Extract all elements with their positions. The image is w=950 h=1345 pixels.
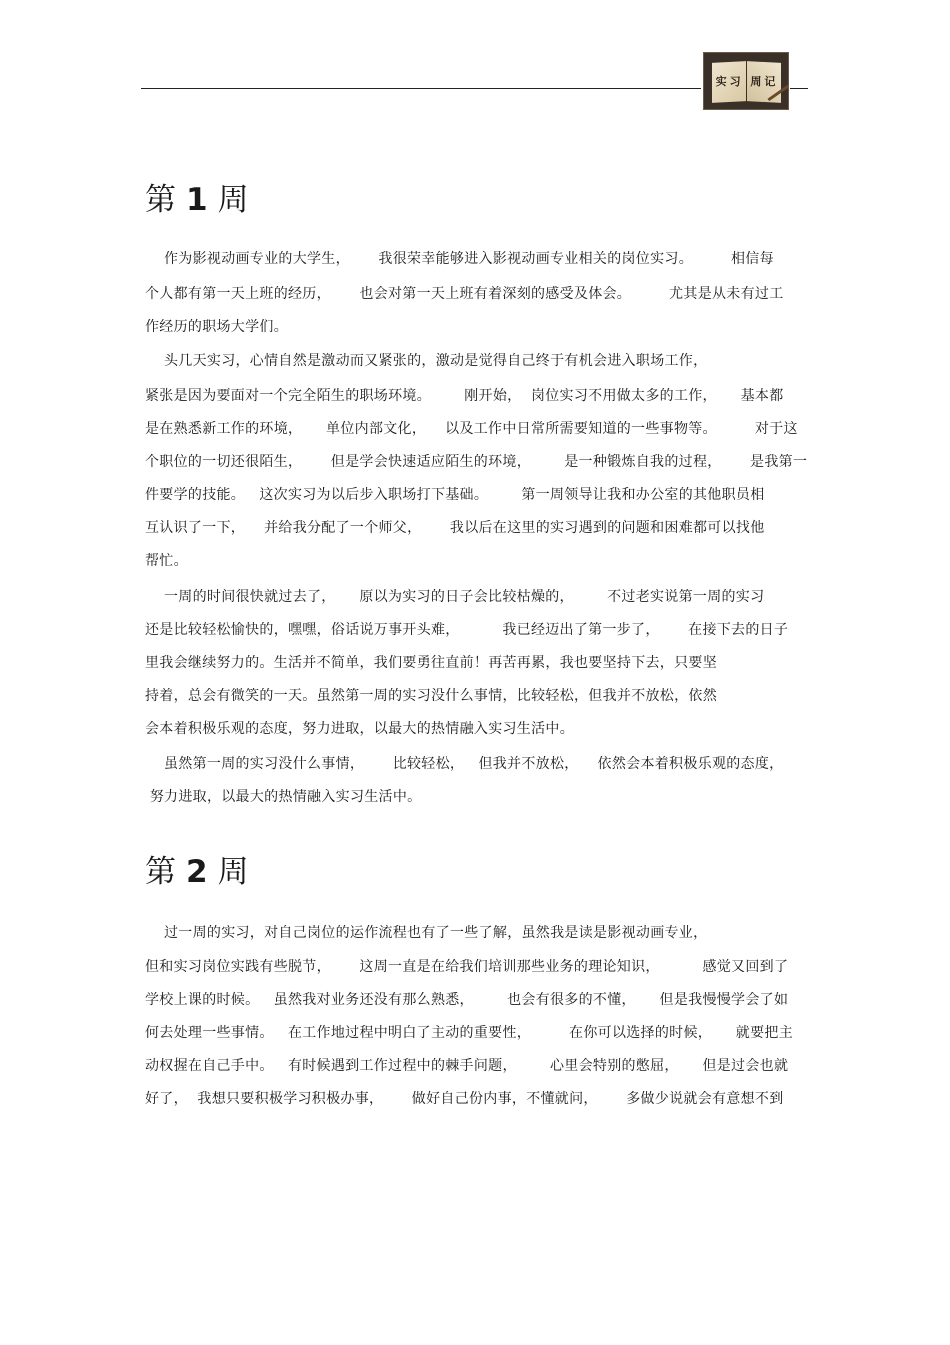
heading-number: 1 xyxy=(186,182,209,218)
text-line: 学校上课的时候。 虽然我对业务还没有那么熟悉， 也会有很多的不懂， 但是我慢慢学会了如 xyxy=(145,992,789,1008)
text-line: 持着，总会有微笑的一天。虽然第一周的实习没什么事情，比较轻松，但我并不放松，依然 xyxy=(145,688,717,704)
text-line: 作为影视动画专业的大学生， 我很荣幸能够进入影视动画专业相关的岗位实习。 相信每 xyxy=(145,251,774,267)
text-line: 还是比较轻松愉快的，嘿嘿，俗话说万事开头难， 我已经迈出了第一步了， 在接下去的日子 xyxy=(145,622,789,638)
text-line: 但和实习岗位实践有些脱节， 这周一直是在给我们培训那些业务的理论知识， 感觉又回到了 xyxy=(145,959,789,975)
text-line: 会本着积极乐观的态度，努力进取，以最大的热情融入实习生活中。 xyxy=(145,721,574,737)
text-line: 个人都有第一天上班的经历， 也会对第一天上班有着深刻的感受及体会。 尤其是从未有过工 xyxy=(145,286,784,302)
text-line: 过一周的实习，对自己岗位的运作流程也有了一些了解，虽然我是读是影视动画专业， xyxy=(145,925,708,941)
text-line: 好了， 我想只要积极学习积极办事， 做好自己份内事，不懂就问， 多做少说就会有意想不到 xyxy=(145,1091,784,1107)
logo-text: 实习 周记 xyxy=(715,75,779,88)
week-2-heading xyxy=(145,846,250,891)
text-line: 动权握在自己手中。 有时候遇到工作过程中的棘手问题， 心里会特别的憋屈， 但是过会也就 xyxy=(145,1058,789,1074)
heading-number: 2 xyxy=(186,854,209,890)
heading-suffix: 周 xyxy=(217,854,250,890)
text-line: 是在熟悉新工作的环境， 单位内部文化， 以及工作中日常所需要知道的一些事物等。 对于这 xyxy=(145,421,798,437)
book-icon xyxy=(703,52,789,110)
header-rule xyxy=(141,88,701,89)
header-rule-right xyxy=(790,88,808,89)
text-line: 件要学的技能。 这次实习为以后步入职场打下基础。 第一周领导让我和办公室的其他职员相 xyxy=(145,487,765,503)
text-line: 帮忙。 xyxy=(145,553,188,569)
text-line: 个职位的一切还很陌生， 但是学会快速适应陌生的环境， 是一种锻炼自我的过程， 是我第一 xyxy=(145,454,808,470)
heading-prefix: 第 xyxy=(145,182,177,218)
text-line: 互认识了一下， 并给我分配了一个师父， 我以后在这里的实习遇到的问题和困难都可以找他 xyxy=(145,520,765,536)
text-line: 虽然第一周的实习没什么事情， 比较轻松， 但我并不放松， 依然会本着积极乐观的态度， xyxy=(145,756,784,772)
text-line: 努力进取，以最大的热情融入实习生活中。 xyxy=(145,789,422,805)
week-1-heading xyxy=(145,174,250,219)
heading-suffix: 周 xyxy=(217,182,250,218)
heading-prefix: 第 xyxy=(145,854,177,890)
text-line: 紧张是因为要面对一个完全陌生的职场环境。 刚开始， 岗位实习不用做太多的工作， 基本都 xyxy=(145,388,784,404)
text-line: 一周的时间很快就过去了， 原以为实习的日子会比较枯燥的， 不过老实说第一周的实习 xyxy=(145,589,765,605)
text-line: 作经历的职场大学们。 xyxy=(145,319,288,335)
text-line: 里我会继续努力的。生活并不简单，我们要勇往直前！再苦再累，我也要坚持下去，只要坚 xyxy=(145,655,717,671)
text-line: 头几天实习，心情自然是激动而又紧张的，激动是觉得自己终于有机会进入职场工作， xyxy=(145,353,708,369)
text-line: 何去处理一些事情。 在工作地过程中明白了主动的重要性， 在你可以选择的时候， 就要把主 xyxy=(145,1025,793,1041)
